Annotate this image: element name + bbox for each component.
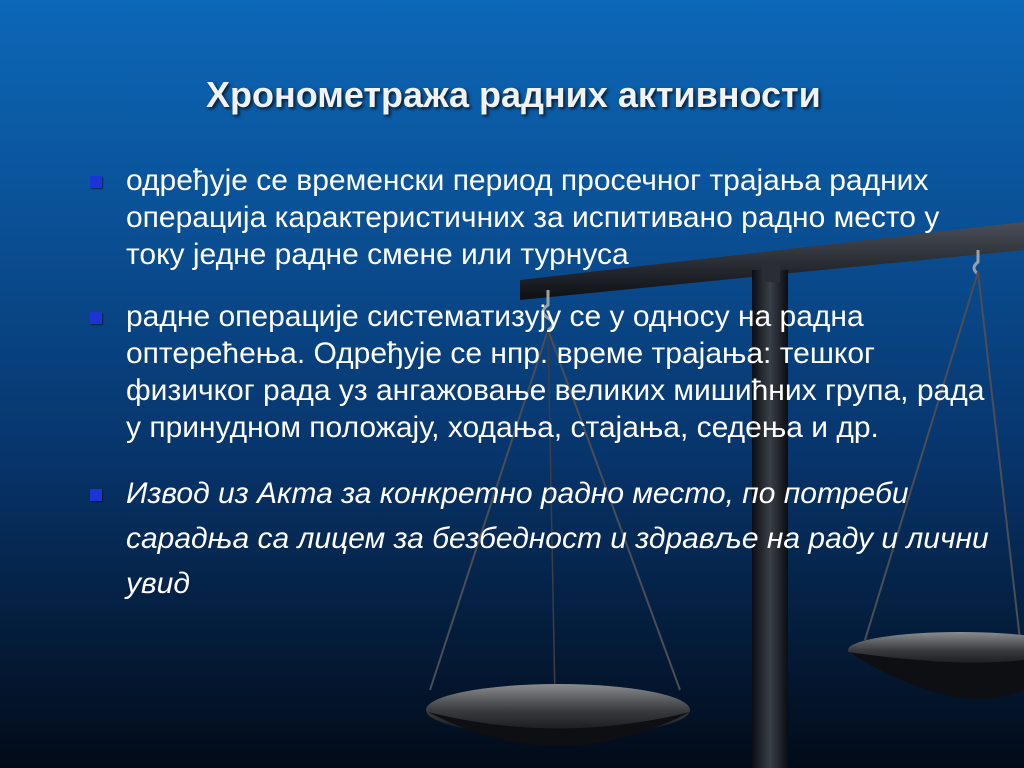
bullet-text: Извод из Акта за конкретно радно место, по потреби сарадња са лицем за безбедност и здравље на раду и лични увид (126, 477, 989, 600)
bullet-text: одређује се временски период просечног трајања радних операција карактеристичних за испитивано радно место у току једне радне смене или турнуса (126, 164, 940, 271)
bullet-item (86, 162, 1006, 273)
bullet-list (86, 162, 1006, 606)
slide-title: Хронометража радних активности (206, 74, 821, 115)
bullet-text: радне операције систематизују се у односу на радна оптерећења. Одређује се нпр. време трајања: тешког физичког рада уз ангажовање великих мишићних група, рада у принудном положају, ходања, стајања, седења и др. (126, 300, 985, 444)
bullet-item (86, 298, 1006, 446)
square-bullet-icon (90, 176, 102, 188)
square-bullet-icon (90, 489, 102, 501)
bullet-item (86, 471, 1006, 606)
square-bullet-icon (90, 312, 102, 324)
